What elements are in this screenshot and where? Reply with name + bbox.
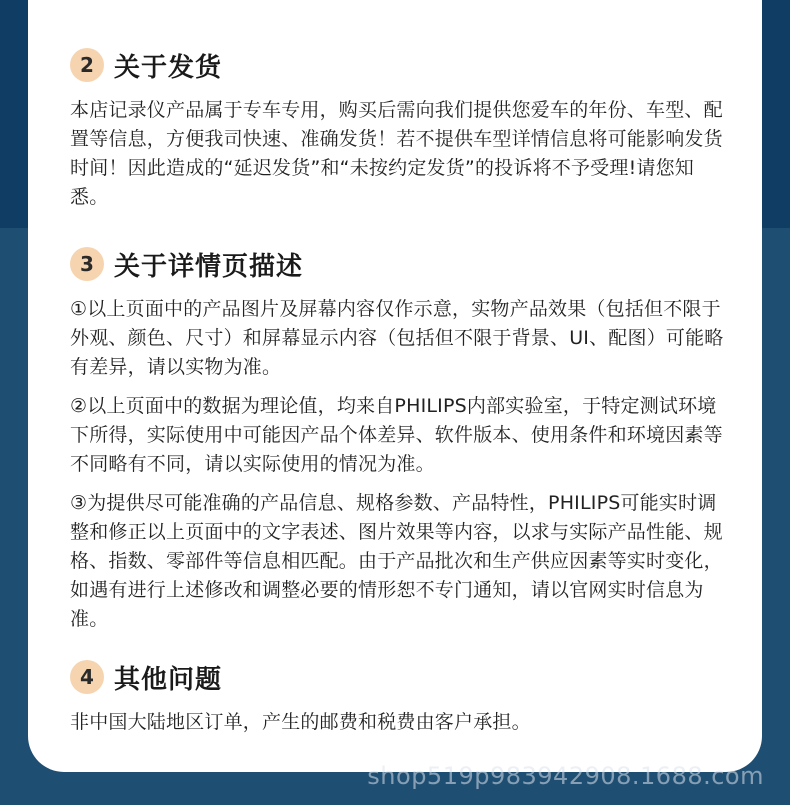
section-number-badge: 2 <box>70 48 104 82</box>
section-number-badge: 3 <box>70 247 104 281</box>
section-paragraph: ①以上页面中的产品图片及屏幕内容仅作示意，实物产品效果（包括但不限于外观、颜色、尺寸）和屏幕显示内容（包括但不限于背景、UI、配图）可能略有差异，请以实物为准。 <box>70 298 724 378</box>
watermark-text: shop519p983942908.1688.com <box>367 762 764 790</box>
section-title: 关于详情页描述 <box>114 251 304 282</box>
section-other <box>70 660 730 737</box>
section-paragraph: 非中国大陆地区订单，产生的邮费和税费由客户承担。 <box>70 711 531 733</box>
section-header <box>70 660 730 694</box>
content-card <box>28 0 762 772</box>
section-title: 关于发货 <box>114 52 223 83</box>
section-number-badge: 4 <box>70 660 104 694</box>
section-header <box>70 247 730 281</box>
section-header <box>70 48 730 82</box>
section-paragraph: ③为提供尽可能准确的产品信息、规格参数、产品特性，PHILIPS可能实时调整和修正以上页面中的文字表述、图片效果等内容，以求与实际产品性能、规格、指数、零部件等信息相匹配。由于产品批次和生产供应因素等实时变化，如遇有进行上述修改和调整必要的情形恕不专门通知，请以官网实时信息为准。 <box>70 492 723 630</box>
section-title: 其他问题 <box>114 664 223 695</box>
section-paragraph: ②以上页面中的数据为理论值，均来自PHILIPS内部实验室，于特定测试环境下所得，实际使用中可能因产品个体差异、软件版本、使用条件和环境因素等不同略有不同，请以实际使用的情况为准。 <box>70 395 723 475</box>
section-shipping <box>70 48 730 212</box>
section-description <box>70 247 730 634</box>
section-paragraph: 本店记录仪产品属于专车专用，购买后需向我们提供您爱车的年份、车型、配置等信息，方便我司快速、准确发货！若不提供车型详情信息将可能影响发货时间！因此造成的“延迟发货”和“未按约定发货”的投诉将不予受理!请您知悉。 <box>70 99 723 208</box>
